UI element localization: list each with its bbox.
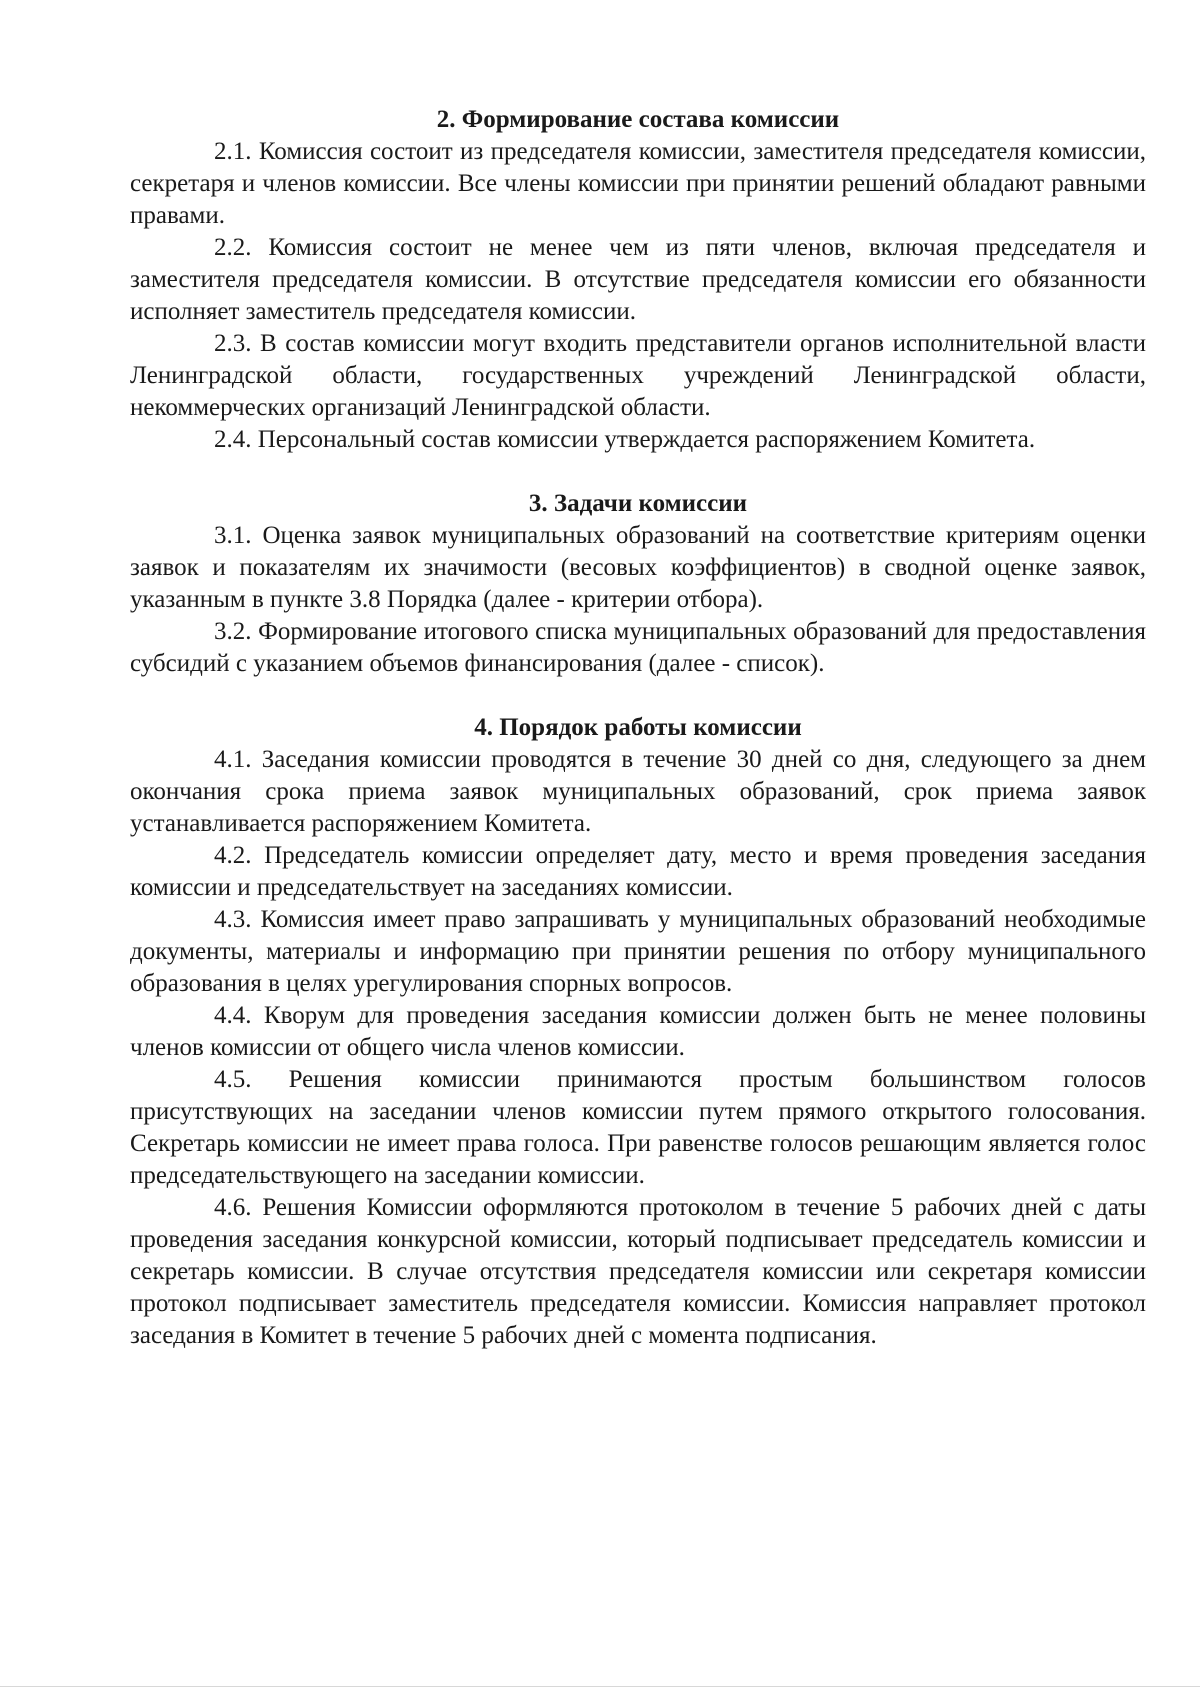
paragraph-4-3: 4.3. Комиссия имеет право запрашивать у муниципальных образований необходимые документы, материалы и информацию при принятии решения по отбору муниципального образования в целях урегулирования спорных вопросов. <box>130 906 1146 997</box>
paragraph-2-4: 2.4. Персональный состав комиссии утверждается распоряжением Комитета. <box>214 426 1036 453</box>
section-procedure <box>130 712 1146 1352</box>
paragraph-2-3: 2.3. В состав комиссии могут входить представители органов исполнительной власти Ленинградской области, государственных учреждений Ленинградской области, некоммерческих организаций Ленинградской области. <box>130 330 1146 421</box>
paragraph-2-2: 2.2. Комиссия состоит не менее чем из пяти членов, включая председателя и заместителя председателя комиссии. В отсутствие председателя комиссии его обязанности исполняет заместитель председателя комиссии. <box>130 234 1146 325</box>
page-bottom-divider <box>0 1686 1200 1687</box>
paragraph-2-1: 2.1. Комиссия состоит из председателя комиссии, заместителя председателя комиссии, секретаря и членов комиссии. Все члены комиссии при принятии решений обладают равными правами. <box>130 138 1146 229</box>
paragraph-3-2: 3.2. Формирование итогового списка муниципальных образований для предоставления субсидий с указанием объемов финансирования (далее - список). <box>130 618 1146 677</box>
document-page <box>130 104 1146 1352</box>
paragraph-3-1: 3.1. Оценка заявок муниципальных образований на соответствие критериям оценки заявок и показателям их значимости (весовых коэффициентов) в сводной оценке заявок, указанным в пункте 3.8 Порядка (далее - критерии отбора). <box>130 522 1146 613</box>
section-tasks <box>130 488 1146 680</box>
section-title: 2. Формирование состава комиссии <box>436 106 840 133</box>
section-title: 4. Порядок работы комиссии <box>474 714 802 741</box>
paragraph-4-1: 4.1. Заседания комиссии проводятся в течение 30 дней со дня, следующего за днем окончания срока приема заявок муниципальных образований, срок приема заявок устанавливается распоряжением Комитета. <box>130 746 1146 837</box>
section-title: 3. Задачи комиссии <box>528 490 748 517</box>
paragraph-4-2: 4.2. Председатель комиссии определяет дату, место и время проведения заседания комиссии и председательствует на заседаниях комиссии. <box>130 842 1146 901</box>
paragraph-4-4: 4.4. Кворум для проведения заседания комиссии должен быть не менее половины членов комиссии от общего числа членов комиссии. <box>130 1002 1146 1061</box>
paragraph-4-5: 4.5. Решения комиссии принимаются простым большинством голосов присутствующих на заседании членов комиссии путем прямого открытого голосования. Секретарь комиссии не имеет права голоса. При равенстве голосов решающим является голос председательствующего на заседании комиссии. <box>130 1066 1146 1189</box>
paragraph-4-6: 4.6. Решения Комиссии оформляются протоколом в течение 5 рабочих дней с даты проведения заседания конкурсной комиссии, который подписывает председатель комиссии и секретарь комиссии. В случае отсутствия председателя комиссии или секретаря комиссии протокол подписывает заместитель председателя комиссии. Комиссия направляет протокол заседания в Комитет в течение 5 рабочих дней с момента подписания. <box>130 1194 1146 1349</box>
section-composition <box>130 104 1146 456</box>
